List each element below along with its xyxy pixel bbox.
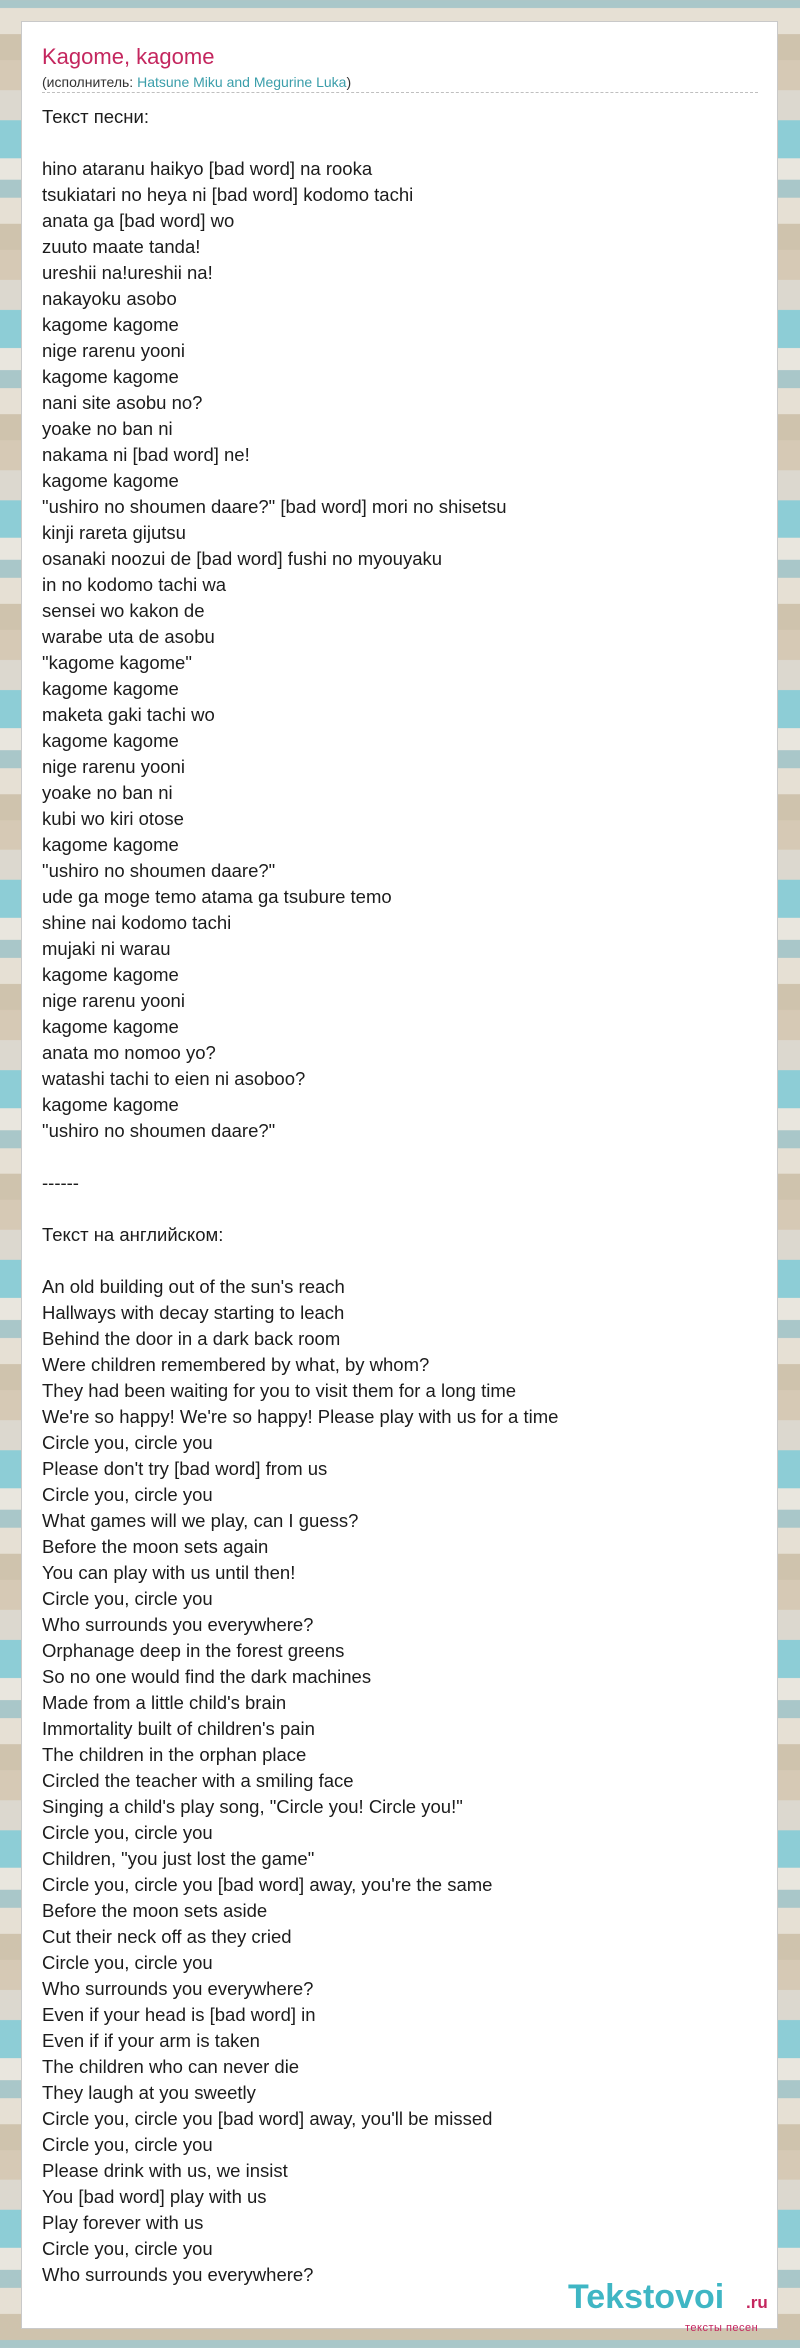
translation-line: Circle you, circle you bbox=[42, 1952, 213, 1973]
lyric-line: kagome kagome bbox=[42, 730, 179, 751]
translation-line: Before the moon sets aside bbox=[42, 1900, 268, 1921]
lyric-line: maketa gaki tachi wo bbox=[42, 704, 215, 725]
translation-line: Play forever with us bbox=[42, 2212, 204, 2233]
lyric-line: ude ga moge temo atama ga tsubure temo bbox=[42, 886, 392, 907]
translation-line: The children who can never die bbox=[42, 2056, 300, 2077]
lyric-line: yoake no ban ni bbox=[42, 782, 173, 803]
lyric-line: warabe uta de asobu bbox=[42, 626, 215, 647]
logo-tagline: тексты песен bbox=[685, 2322, 759, 2334]
lyric-line: kagome kagome bbox=[42, 470, 179, 491]
lyric-line: anata mo nomoo yo? bbox=[42, 1042, 216, 1063]
translation-line: Were children remembered by what, by whom? bbox=[42, 1354, 430, 1375]
translation-line: Even if if your arm is taken bbox=[42, 2030, 260, 2051]
blank-line bbox=[42, 1144, 762, 1170]
translation-line: Circle you, circle you bbox=[42, 1822, 213, 1843]
lyric-line: osanaki noozui de [bad word] fushi no myouyaku bbox=[42, 548, 443, 569]
lyrics-list bbox=[42, 156, 762, 1144]
lyric-line: tsukiatari no heya ni [bad word] kodomo tachi bbox=[42, 184, 414, 205]
lyric-line: mujaki ni warau bbox=[42, 938, 171, 959]
translation-line: You [bad word] play with us bbox=[42, 2186, 267, 2207]
translation-line: An old building out of the sun's reach bbox=[42, 1276, 345, 1297]
translation-line: Circle you, circle you bbox=[42, 1588, 213, 1609]
translation-line: Orphanage deep in the forest greens bbox=[42, 1640, 345, 1661]
lyric-line: yoake no ban ni bbox=[42, 418, 173, 439]
translation-line: You can play with us until then! bbox=[42, 1562, 296, 1583]
lyric-line: kagome kagome bbox=[42, 678, 179, 699]
lyric-line: kagome kagome bbox=[42, 366, 179, 387]
lyric-line: ureshii na!ureshii na! bbox=[42, 262, 213, 283]
translation-line: So no one would find the dark machines bbox=[42, 1666, 372, 1687]
translation-line: Who surrounds you everywhere? bbox=[42, 1614, 314, 1635]
lyric-line: hino ataranu haikyo [bad word] na rooka bbox=[42, 158, 373, 179]
translation-line: Circle you, circle you bbox=[42, 2134, 213, 2155]
translation-line: Who surrounds you everywhere? bbox=[42, 1978, 314, 1999]
translation-line: They laugh at you sweetly bbox=[42, 2082, 256, 2103]
translation-line: The children in the orphan place bbox=[42, 1744, 307, 1765]
lyric-line: kinji rareta gijutsu bbox=[42, 522, 186, 543]
lyric-line: in no kodomo tachi wa bbox=[42, 574, 227, 595]
translation-line: They had been waiting for you to visit them for a long time bbox=[42, 1380, 517, 1401]
lyric-line: nige rarenu yooni bbox=[42, 990, 185, 1011]
performer-prefix: (исполнитель: bbox=[42, 74, 138, 90]
translation-line: Immortality built of children's pain bbox=[42, 1718, 315, 1739]
blank-line bbox=[42, 130, 762, 156]
logo-tld: .ru bbox=[746, 2293, 768, 2312]
translation-line: What games will we play, can I guess? bbox=[42, 1510, 359, 1531]
lyric-line: nani site asobu no? bbox=[42, 392, 203, 413]
translation-line: Cut their neck off as they cried bbox=[42, 1926, 292, 1947]
lyric-line: kagome kagome bbox=[42, 834, 179, 855]
translation-line: Circle you, circle you bbox=[42, 1484, 213, 1505]
site-logo[interactable] bbox=[568, 2278, 798, 2348]
lyric-line: kagome kagome bbox=[42, 1016, 179, 1037]
lyric-line: sensei wo kakon de bbox=[42, 600, 205, 621]
performer-suffix: ) bbox=[346, 74, 352, 90]
logo-name: Tekstovoi bbox=[568, 2278, 725, 2316]
lyric-line: "ushiro no shoumen daare?" bbox=[42, 1120, 276, 1141]
lyric-line: kagome kagome bbox=[42, 314, 179, 335]
lyric-line: zuuto maate tanda! bbox=[42, 236, 201, 257]
translation-line: Circled the teacher with a smiling face bbox=[42, 1770, 354, 1791]
translation-line: Before the moon sets again bbox=[42, 1536, 269, 1557]
translation-line: Who surrounds you everywhere? bbox=[42, 2264, 314, 2285]
translation-line: Please drink with us, we insist bbox=[42, 2160, 288, 2181]
lyric-line: nige rarenu yooni bbox=[42, 340, 185, 361]
translation-line: Behind the door in a dark back room bbox=[42, 1328, 341, 1349]
translation-line: Even if your head is [bad word] in bbox=[42, 2004, 316, 2025]
translation-line: Hallways with decay starting to leach bbox=[42, 1302, 345, 1323]
translation-line: Children, "you just lost the game" bbox=[42, 1848, 315, 1869]
lyrics-heading: Текст песни: bbox=[42, 106, 149, 127]
lyric-line: nige rarenu yooni bbox=[42, 756, 185, 777]
lyric-line: kubi wo kiri otose bbox=[42, 808, 184, 829]
lyric-line: "ushiro no shoumen daare?" bbox=[42, 860, 276, 881]
lyric-line: anata ga [bad word] wo bbox=[42, 210, 235, 231]
artist-link[interactable]: Hatsune Miku and Megurine Luka bbox=[137, 74, 347, 90]
translation-line: Singing a child's play song, "Circle you! Circle you!" bbox=[42, 1796, 463, 1817]
blank-line bbox=[42, 1196, 762, 1222]
translation-line: Circle you, circle you [bad word] away, you'll be missed bbox=[42, 2108, 493, 2129]
translation-line: Circle you, circle you [bad word] away, you're the same bbox=[42, 1874, 493, 1895]
translation-line: We're so happy! We're so happy! Please play with us for a time bbox=[42, 1406, 559, 1427]
lyric-line: kagome kagome bbox=[42, 1094, 179, 1115]
translation-heading: Текст на английском: bbox=[42, 1224, 224, 1245]
lyrics-card bbox=[21, 21, 778, 2334]
lyric-line: watashi tachi to eien ni asoboo? bbox=[42, 1068, 306, 1089]
lyric-line: shine nai kodomo tachi bbox=[42, 912, 232, 933]
translation-list bbox=[42, 1274, 762, 2288]
lyric-line: nakayoku asobo bbox=[42, 288, 177, 309]
translation-line: Please don't try [bad word] from us bbox=[42, 1458, 328, 1479]
page-title: Kagome, kagome bbox=[42, 44, 215, 69]
lyric-line: kagome kagome bbox=[42, 964, 179, 985]
translation-line: Circle you, circle you bbox=[42, 2238, 213, 2259]
separator: ------ bbox=[42, 1172, 79, 1193]
performer-line bbox=[42, 74, 758, 93]
translation-line: Made from a little child's brain bbox=[42, 1692, 287, 1713]
translation-line: Circle you, circle you bbox=[42, 1432, 213, 1453]
blank-line bbox=[42, 1248, 762, 1274]
lyric-line: nakama ni [bad word] ne! bbox=[42, 444, 250, 465]
lyric-line: "ushiro no shoumen daare?" [bad word] mori no shisetsu bbox=[42, 496, 507, 517]
lyric-line: "kagome kagome" bbox=[42, 652, 192, 673]
lyrics-body bbox=[42, 104, 762, 2288]
